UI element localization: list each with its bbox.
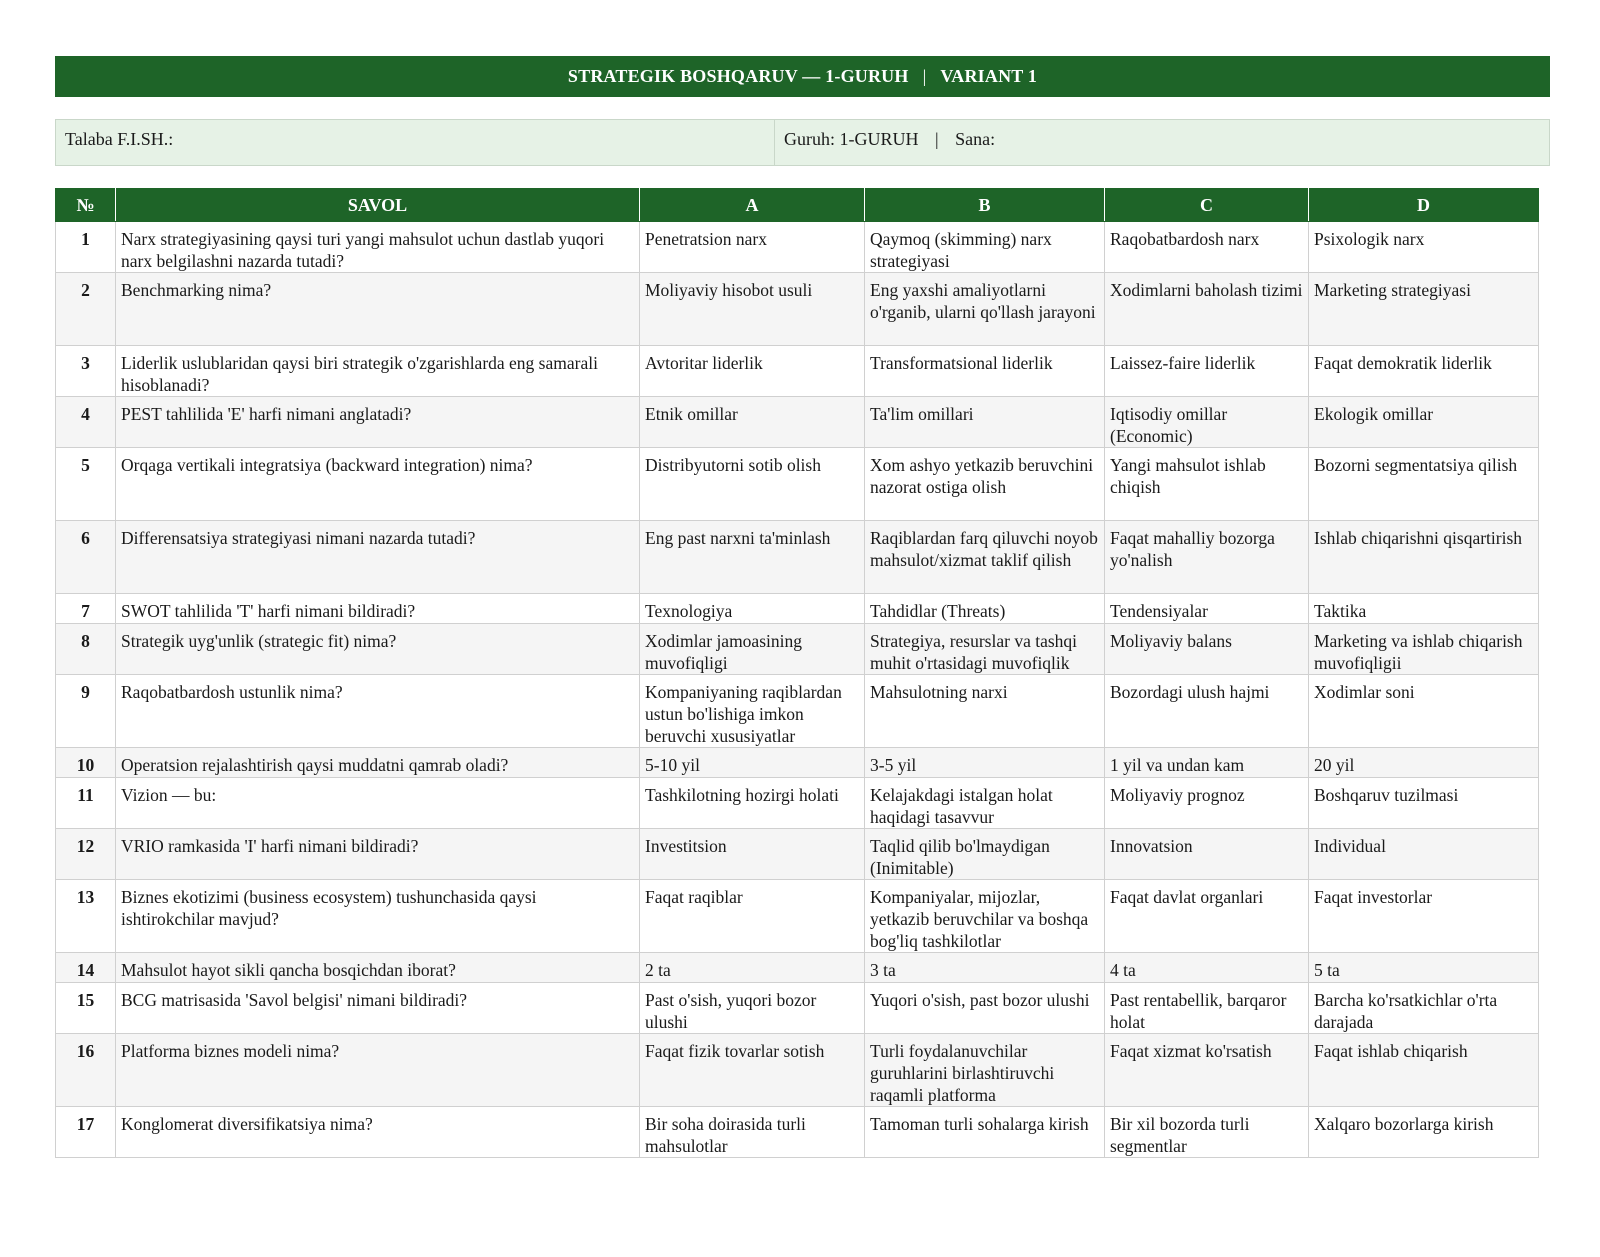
variant-label: VARIANT 1 — [940, 66, 1038, 86]
answer-option-a: Kompaniyaning raqiblardan ustun bo'lishiga imkon beruvchi xususiyatlar — [640, 675, 865, 748]
info-separator: | — [935, 129, 939, 149]
question-text: Operatsion rejalashtirish qaysi muddatni qamrab oladi? — [116, 748, 640, 778]
answer-option-d: Individual — [1309, 829, 1539, 880]
answer-option-b: Kompaniyalar, mijozlar, yetkazib beruvchilar va boshqa bog'liq tashkilotlar — [865, 880, 1105, 953]
question-text: PEST tahlilida 'E' harfi nimani anglatadi? — [116, 397, 640, 448]
question-text: Mahsulot hayot sikli qancha bosqichdan iborat? — [116, 953, 640, 983]
table-row — [56, 829, 1539, 880]
table-row — [56, 273, 1539, 346]
student-name-field — [56, 120, 775, 165]
table-row — [56, 675, 1539, 748]
question-text: VRIO ramkasida 'I' harfi nimani bildiradi? — [116, 829, 640, 880]
page-title: STRATEGIK BOSHQARUV — 1-GURUH — [567, 66, 909, 86]
table-header-row — [56, 189, 1539, 222]
column-header-question: SAVOL — [116, 189, 640, 222]
date-label: Sana: — [955, 129, 996, 149]
table-row — [56, 1034, 1539, 1107]
table-row — [56, 880, 1539, 953]
question-number: 15 — [56, 983, 116, 1034]
answer-option-a: Distribyutorni sotib olish — [640, 448, 865, 521]
table-row — [56, 594, 1539, 624]
answer-option-d: Ishlab chiqarishni qisqartirish — [1309, 521, 1539, 594]
answer-option-c: 4 ta — [1105, 953, 1309, 983]
student-name-label: Talaba F.I.SH.: — [65, 129, 174, 149]
answer-option-b: Turli foydalanuvchilar guruhlarini birlashtiruvchi raqamli platforma — [865, 1034, 1105, 1107]
answer-option-a: Etnik omillar — [640, 397, 865, 448]
question-number: 13 — [56, 880, 116, 953]
question-text: Differensatsiya strategiyasi nimani nazarda tutadi? — [116, 521, 640, 594]
question-number: 17 — [56, 1107, 116, 1158]
answer-option-d: Marketing va ishlab chiqarish muvofiqligii — [1309, 624, 1539, 675]
question-number: 2 — [56, 273, 116, 346]
table-row — [56, 748, 1539, 778]
answer-option-a: Xodimlar jamoasining muvofiqligi — [640, 624, 865, 675]
answer-option-d: 20 yil — [1309, 748, 1539, 778]
answer-option-d: Xodimlar soni — [1309, 675, 1539, 748]
group-date-field — [775, 120, 1549, 165]
answer-option-b: Ta'lim omillari — [865, 397, 1105, 448]
table-row — [56, 397, 1539, 448]
question-number: 6 — [56, 521, 116, 594]
answer-option-d: Bozorni segmentatsiya qilish — [1309, 448, 1539, 521]
question-number: 5 — [56, 448, 116, 521]
question-text: Biznes ekotizimi (business ecosystem) tushunchasida qaysi ishtirokchilar mavjud? — [116, 880, 640, 953]
column-header-a: A — [640, 189, 865, 222]
answer-option-b: Tamoman turli sohalarga kirish — [865, 1107, 1105, 1158]
table-row — [56, 983, 1539, 1034]
question-text: Narx strategiyasining qaysi turi yangi mahsulot uchun dastlab yuqori narx belgilashni nazarda tutadi? — [116, 222, 640, 273]
answer-option-a: Past o'sish, yuqori bozor ulushi — [640, 983, 865, 1034]
answer-option-b: Xom ashyo yetkazib beruvchini nazorat ostiga olish — [865, 448, 1105, 521]
answer-option-c: Faqat davlat organlari — [1105, 880, 1309, 953]
question-number: 3 — [56, 346, 116, 397]
answer-option-b: Kelajakdagi istalgan holat haqidagi tasavvur — [865, 778, 1105, 829]
question-number: 4 — [56, 397, 116, 448]
table-row — [56, 953, 1539, 983]
table-row — [56, 222, 1539, 273]
answer-option-c: Faqat mahalliy bozorga yo'nalish — [1105, 521, 1309, 594]
table-row — [56, 448, 1539, 521]
question-number: 12 — [56, 829, 116, 880]
answer-option-c: Faqat xizmat ko'rsatish — [1105, 1034, 1309, 1107]
answer-option-c: Raqobatbardosh narx — [1105, 222, 1309, 273]
answer-option-a: Faqat fizik tovarlar sotish — [640, 1034, 865, 1107]
table-row — [56, 624, 1539, 675]
column-header-number: № — [56, 189, 116, 222]
answer-option-c: Past rentabellik, barqaror holat — [1105, 983, 1309, 1034]
answer-option-d: Psixologik narx — [1309, 222, 1539, 273]
question-text: SWOT tahlilida 'T' harfi nimani bildiradi? — [116, 594, 640, 624]
question-text: Platforma biznes modeli nima? — [116, 1034, 640, 1107]
question-text: Vizion — bu: — [116, 778, 640, 829]
page-title-bar — [55, 56, 1550, 97]
question-number: 1 — [56, 222, 116, 273]
column-header-d: D — [1309, 189, 1539, 222]
question-number: 16 — [56, 1034, 116, 1107]
answer-option-a: Eng past narxni ta'minlash — [640, 521, 865, 594]
question-text: BCG matrisasida 'Savol belgisi' nimani bildiradi? — [116, 983, 640, 1034]
answer-option-b: Taqlid qilib bo'lmaydigan (Inimitable) — [865, 829, 1105, 880]
table-body — [56, 222, 1539, 1158]
table-row — [56, 1107, 1539, 1158]
answer-option-c: Laissez-faire liderlik — [1105, 346, 1309, 397]
question-text: Benchmarking nima? — [116, 273, 640, 346]
question-text: Strategik uyg'unlik (strategic fit) nima? — [116, 624, 640, 675]
answer-option-b: 3 ta — [865, 953, 1105, 983]
answer-option-b: Transformatsional liderlik — [865, 346, 1105, 397]
question-number: 10 — [56, 748, 116, 778]
answer-option-c: Yangi mahsulot ishlab chiqish — [1105, 448, 1309, 521]
answer-option-c: Moliyaviy balans — [1105, 624, 1309, 675]
answer-option-c: Moliyaviy prognoz — [1105, 778, 1309, 829]
question-number: 9 — [56, 675, 116, 748]
question-text: Orqaga vertikali integratsiya (backward integration) nima? — [116, 448, 640, 521]
answer-option-d: Boshqaruv tuzilmasi — [1309, 778, 1539, 829]
answer-option-b: 3-5 yil — [865, 748, 1105, 778]
answer-option-a: Moliyaviy hisobot usuli — [640, 273, 865, 346]
table-row — [56, 521, 1539, 594]
group-label: Guruh: 1-GURUH — [784, 129, 919, 149]
answer-option-d: Marketing strategiyasi — [1309, 273, 1539, 346]
question-text: Konglomerat diversifikatsiya nima? — [116, 1107, 640, 1158]
answer-option-d: Faqat ishlab chiqarish — [1309, 1034, 1539, 1107]
question-number: 7 — [56, 594, 116, 624]
answer-option-b: Raqiblardan farq qiluvchi noyob mahsulot/xizmat taklif qilish — [865, 521, 1105, 594]
student-info-row — [55, 119, 1550, 166]
answer-option-a: 5-10 yil — [640, 748, 865, 778]
question-number: 11 — [56, 778, 116, 829]
answer-option-d: Taktika — [1309, 594, 1539, 624]
answer-option-c: Innovatsion — [1105, 829, 1309, 880]
answer-option-b: Tahdidlar (Threats) — [865, 594, 1105, 624]
column-header-b: B — [865, 189, 1105, 222]
answer-option-b: Eng yaxshi amaliyotlarni o'rganib, ularni qo'llash jarayoni — [865, 273, 1105, 346]
question-text: Liderlik uslublaridan qaysi biri strategik o'zgarishlarda eng samarali hisoblanadi? — [116, 346, 640, 397]
question-text: Raqobatbardosh ustunlik nima? — [116, 675, 640, 748]
answer-option-d: Faqat demokratik liderlik — [1309, 346, 1539, 397]
answer-option-c: 1 yil va undan kam — [1105, 748, 1309, 778]
answer-option-a: Avtoritar liderlik — [640, 346, 865, 397]
answer-option-c: Iqtisodiy omillar (Economic) — [1105, 397, 1309, 448]
answer-option-a: Bir soha doirasida turli mahsulotlar — [640, 1107, 865, 1158]
answer-option-a: 2 ta — [640, 953, 865, 983]
answer-option-a: Penetratsion narx — [640, 222, 865, 273]
table-row — [56, 778, 1539, 829]
title-separator: | — [922, 66, 927, 86]
table-row — [56, 346, 1539, 397]
answer-option-c: Bir xil bozorda turli segmentlar — [1105, 1107, 1309, 1158]
answer-option-b: Yuqori o'sish, past bozor ulushi — [865, 983, 1105, 1034]
answer-option-a: Tashkilotning hozirgi holati — [640, 778, 865, 829]
question-number: 8 — [56, 624, 116, 675]
answer-option-d: Barcha ko'rsatkichlar o'rta darajada — [1309, 983, 1539, 1034]
answer-option-c: Tendensiyalar — [1105, 594, 1309, 624]
answer-option-b: Mahsulotning narxi — [865, 675, 1105, 748]
answer-option-d: 5 ta — [1309, 953, 1539, 983]
answer-option-b: Qaymoq (skimming) narx strategiyasi — [865, 222, 1105, 273]
answer-option-d: Xalqaro bozorlarga kirish — [1309, 1107, 1539, 1158]
answer-option-d: Faqat investorlar — [1309, 880, 1539, 953]
answer-option-b: Strategiya, resurslar va tashqi muhit o'rtasidagi muvofiqlik — [865, 624, 1105, 675]
answer-option-a: Texnologiya — [640, 594, 865, 624]
question-number: 14 — [56, 953, 116, 983]
answer-option-a: Faqat raqiblar — [640, 880, 865, 953]
quiz-table — [55, 188, 1539, 1158]
column-header-c: C — [1105, 189, 1309, 222]
answer-option-c: Xodimlarni baholash tizimi — [1105, 273, 1309, 346]
answer-option-d: Ekologik omillar — [1309, 397, 1539, 448]
answer-option-a: Investitsion — [640, 829, 865, 880]
answer-option-c: Bozordagi ulush hajmi — [1105, 675, 1309, 748]
